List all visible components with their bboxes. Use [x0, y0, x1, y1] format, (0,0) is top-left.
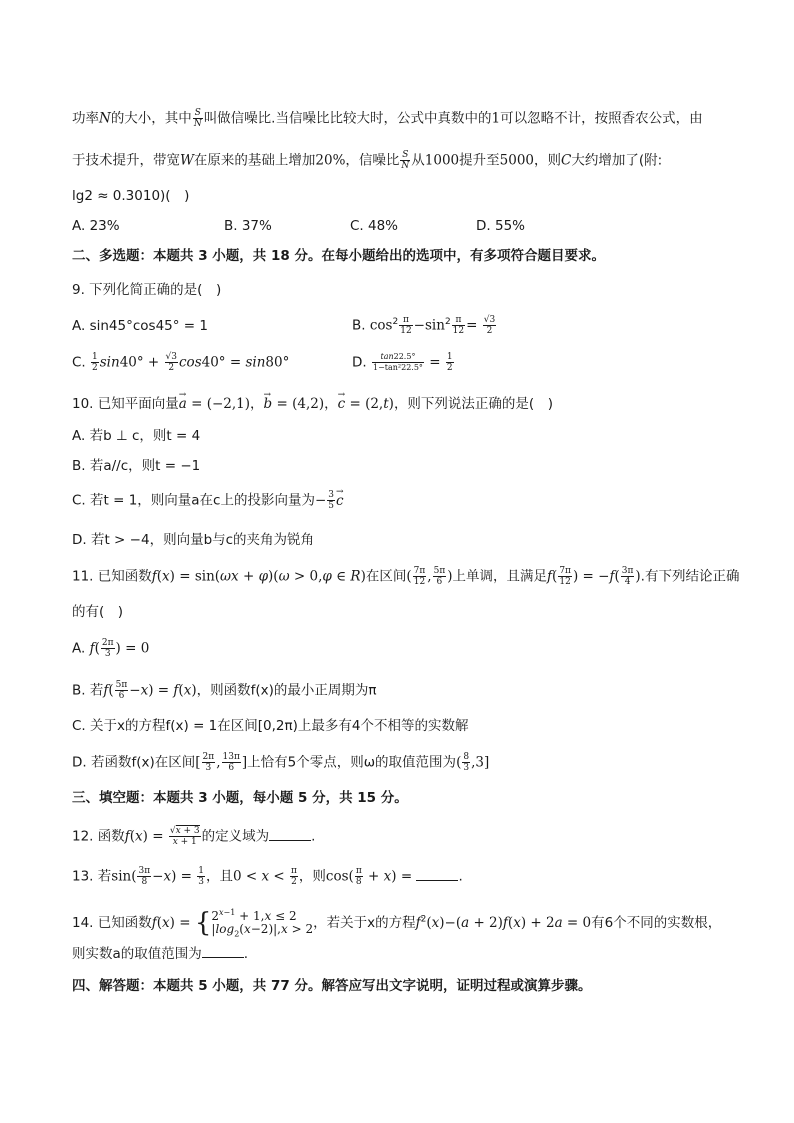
- q10-option-d[interactable]: D. 若t > −4，则向量b与c的夹角为锐角: [72, 532, 315, 548]
- q14-answer-blank[interactable]: [202, 945, 244, 958]
- q13: 13. 若sin( $\frac{3\pi}{8}$ −x) = $\frac{1}{3}$ ，且0 < x < $\frac{\pi}{2}$ ，则cos( $\frac{\pi}{8}$ + x) = .: [72, 866, 463, 887]
- q13-answer-blank[interactable]: [416, 868, 458, 881]
- q8-line-2: 于技术提升，带宽W在原来的基础上增加20%，信噪比 $\frac{S}{N}$ 从1000提升至5000，则C大约增加了(附:: [72, 150, 663, 171]
- q8-option-b[interactable]: B. 37%: [224, 218, 272, 234]
- q12-answer-blank[interactable]: [269, 828, 311, 841]
- q8-option-a[interactable]: A. 23%: [72, 218, 120, 234]
- section-3-heading: 三、填空题：本题共 3 小题，每小题 5 分，共 15 分。: [72, 790, 408, 806]
- q9-option-d[interactable]: D. $\frac{\tan 22.5^\circ}{\text{1−tan²22.5°}}$ = $\frac{1}{2}$: [352, 352, 453, 373]
- q10-option-c[interactable]: C. 若t = 1，则向量a在c上的投影向量为− $\frac{3}{5}$ → c: [72, 490, 344, 511]
- q9-option-b[interactable]: B. $\cos^2$ $\frac{\pi}{12}$ $-\sin^2$ $\frac{\pi}{12}$ = $\frac{√3}{2}$: [352, 315, 496, 336]
- q11-stem-line-1: 11. 已知函数f(x) = sin(ωx + φ)(ω > 0,φ ∈ R)在区间( $\frac{7\pi}{12}$ , $\frac{5\pi}{6}$ )上单调，且满足f( $\frac{7\pi}{12}$ ) = −f( $\frac{3\pi}{4}$ ).有下列结论正确: [72, 566, 740, 587]
- q10-option-a[interactable]: A. 若b ⊥ c，则t = 4: [72, 428, 201, 444]
- q8-option-c[interactable]: C. 48%: [350, 218, 399, 234]
- q11-option-b[interactable]: B. 若f( $\frac{5\pi}{6}$ −x) = f(x)，则函数f(x)的最小正周期为π: [72, 680, 377, 701]
- q8-option-d[interactable]: D. 55%: [476, 218, 525, 234]
- q11-option-c[interactable]: C. 关于x的方程f(x) = 1在区间[0,2π)上最多有4个不相等的实数解: [72, 718, 469, 734]
- q14-line-1: 14. 已知函数f(x) = { $2^{x-1} + 1,x \le 2$ $|\log_2(x-2)|,x > 2$ ，若关于x的方程$f^2(x)-(a + 2)f(x) + 2a = 0$有6个不同的实数根，: [72, 908, 722, 939]
- q11-option-a[interactable]: A. f( $\frac{2\pi}{3}$ ) = 0: [72, 638, 150, 659]
- q11-stem-line-2: 的有( ): [72, 604, 124, 620]
- q9-stem: 9. 下列化简正确的是( ): [72, 282, 222, 298]
- q10-option-b[interactable]: B. 若a//c，则t = −1: [72, 458, 201, 474]
- q11-option-d[interactable]: D. 若函数f(x)在区间[ $\frac{2\pi}{3}$ , $\frac{13\pi}{6}$ ]上恰有5个零点，则ω的取值范围为( $\frac{8}{3}$ ,3]: [72, 752, 490, 773]
- q9-option-c[interactable]: C. $\frac{1}{2}$ sin40° + $\frac{√3}{2}$ cos40° = sin80°: [72, 352, 290, 373]
- q9-option-a[interactable]: A. sin45°cos45° = 1: [72, 318, 208, 334]
- q8-line-1: 功率N的大小，其中 $\frac{S}{N}$ 叫做信噪比.当信噪比比较大时，公式中真数中的1可以忽略不计，按照香农公式，由: [72, 108, 703, 129]
- q12: 12. 函数f(x) = $\frac{√x + 3}{x + 1}$ 的定义域为 .: [72, 826, 316, 847]
- section-2-heading: 二、多选题：本题共 3 小题，共 18 分。在每小题给出的选项中，有多项符合题目要求。: [72, 248, 605, 264]
- q14-line-2: 则实数a的取值范围为 .: [72, 946, 249, 962]
- q10-stem: 10. 已知平面向量→ a = (−2,1)，→ b = (4,2)，→ c = (2,t)，则下列说法正确的是( ): [72, 394, 553, 414]
- q8-line-3: lg2 ≈ 0.3010)( ): [72, 188, 190, 204]
- section-4-heading: 四、解答题：本题共 5 小题，共 77 分。解答应写出文字说明，证明过程或演算步骤。: [72, 978, 592, 994]
